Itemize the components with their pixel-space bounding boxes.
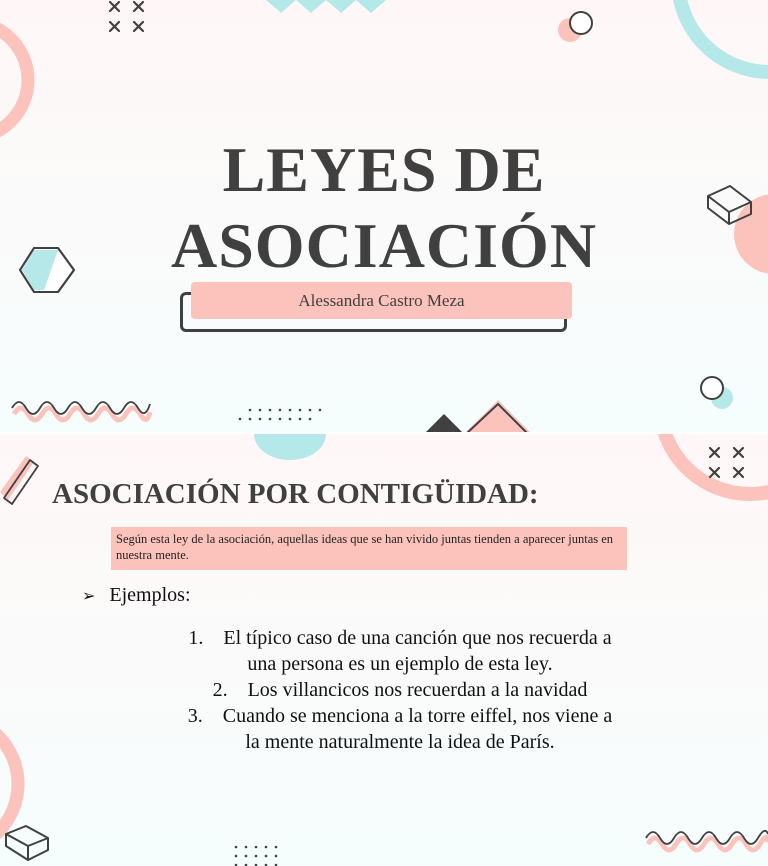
list-item-number: 3. bbox=[187, 705, 203, 727]
x-marks-icon bbox=[108, 0, 148, 36]
x-marks-icon-2 bbox=[708, 446, 748, 482]
teal-wave-icon bbox=[266, 0, 386, 14]
pencil-icon bbox=[0, 452, 40, 508]
list-item-text-continued: una persona es un ejemplo de esta ley. bbox=[247, 653, 553, 675]
list-item bbox=[100, 625, 700, 677]
circle-icon bbox=[556, 10, 596, 46]
dots-icon-2 bbox=[232, 844, 284, 866]
examples-bullet bbox=[82, 584, 191, 607]
list-item-number: 1. bbox=[188, 627, 204, 649]
section-title: ASOCIACIÓN POR CONTIGÜIDAD: bbox=[52, 478, 539, 510]
list-item-text: El típico caso de una canción que nos recuerda a bbox=[223, 627, 612, 649]
title-line-1: LEYES DE bbox=[222, 134, 546, 205]
title-line-2: ASOCIACIÓN bbox=[170, 210, 598, 281]
list-item bbox=[100, 677, 700, 703]
author-label: Alessandra Castro Meza bbox=[191, 282, 572, 319]
cube-icon-2 bbox=[4, 824, 54, 866]
title-slide bbox=[0, 0, 768, 432]
list-item-text: Cuando se menciona a la torre eiffel, nos viene a bbox=[222, 705, 613, 727]
dots-icon bbox=[236, 406, 328, 426]
arrow-bullet-icon: ➢ bbox=[82, 587, 96, 605]
list-item bbox=[100, 703, 700, 755]
list-item-text-continued: la mente naturalmente la idea de París. bbox=[245, 731, 555, 753]
page-title bbox=[0, 132, 768, 284]
zigzag-icon-2 bbox=[644, 826, 768, 856]
examples-list bbox=[100, 625, 700, 755]
examples-label: Ejemplos: bbox=[109, 584, 191, 606]
zigzag-icon bbox=[10, 396, 155, 426]
list-item-number: 2. bbox=[212, 679, 228, 701]
pink-ring-icon bbox=[0, 10, 40, 150]
teal-semicircle-icon bbox=[254, 434, 326, 462]
list-item-text: Los villancicos nos recuerdan a la navidad bbox=[247, 679, 588, 701]
pink-ring-icon-2 bbox=[640, 434, 768, 514]
circle-icon-2 bbox=[696, 374, 740, 418]
definition-box: Según esta ley de la asociación, aquellas ideas que se han vivido juntas tienden a aparecer juntas en nuestra mente. bbox=[111, 527, 627, 570]
teal-ring-icon bbox=[660, 0, 768, 90]
triangle-icon bbox=[420, 394, 532, 432]
